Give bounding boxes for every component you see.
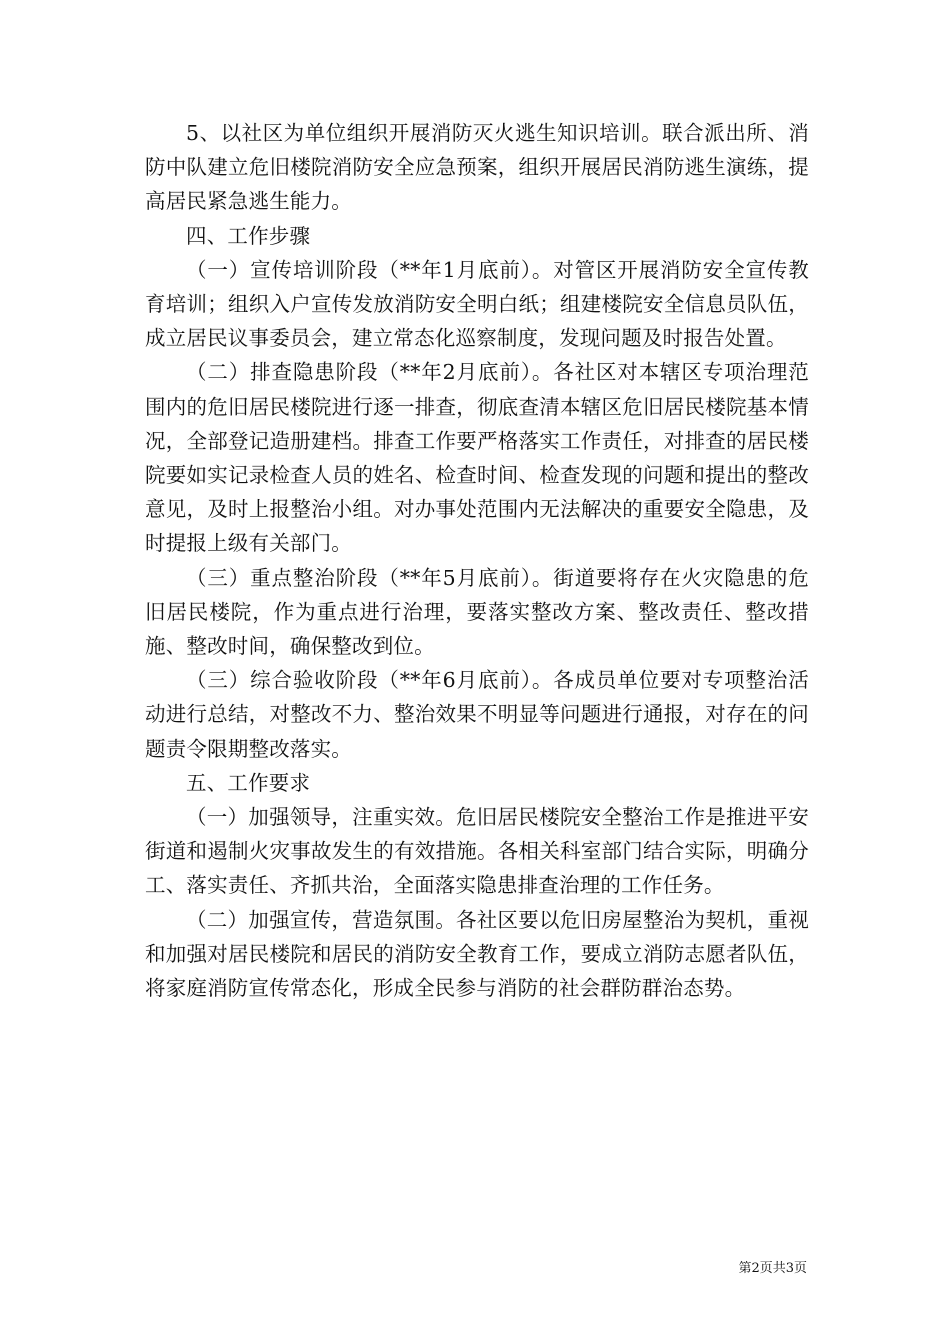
page-number: 第2页共3页: [738, 1261, 807, 1276]
paragraph-step-1: （一）宣传培训阶段（**年1月底前）。对管区开展消防安全宣传教育培训；组织入户宣传发放消防安全明白纸；组建楼院安全信息员队伍，成立居民议事委员会，建立常态化巡察制度，发现问题及时报告处置。: [145, 257, 809, 351]
section-heading-work-steps: 四、工作步骤: [186, 223, 311, 248]
paragraph-requirement-2: （二）加强宣传，营造氛围。各社区要以危旧房屋整治为契机，重视和加强对居民楼院和居民的消防安全教育工作，要成立消防志愿者队伍，将家庭消防宣传常态化，形成全民参与消防的社会群防群治态势。: [145, 907, 809, 1001]
paragraph-step-3: （三）重点整治阶段（**年5月底前）。街道要将存在火灾隐患的危旧居民楼院，作为重点进行治理，要落实整改方案、整改责任、整改措施、整改时间，确保整改到位。: [145, 565, 809, 659]
paragraph-step-2: （二）排查隐患阶段（**年2月底前）。各社区对本辖区专项治理范围内的危旧居民楼院进行逐一排查，彻底查清本辖区危旧居民楼院基本情况，全部登记造册建档。排查工作要严格落实工作责任，对排查的居民楼院要如实记录检查人员的姓名、检查时间、检查发现的问题和提出的整改意见，及时上报整治小组。对办事处范围内无法解决的重要安全隐患，及时提报上级有关部门。: [145, 360, 809, 556]
document-body: [145, 116, 809, 1005]
paragraph-item-5: 5、以社区为单位组织开展消防灭火逃生知识培训。联合派出所、消防中队建立危旧楼院消防安全应急预案，组织开展居民消防逃生演练，提高居民紧急逃生能力。: [145, 121, 809, 214]
paragraph-step-4: （三）综合验收阶段（**年6月底前）。各成员单位要对专项整治活动进行总结，对整改不力、整治效果不明显等问题进行通报，对存在的问题责令限期整改落实。: [145, 668, 809, 761]
section-heading-work-requirements: 五、工作要求: [186, 770, 311, 795]
paragraph-requirement-1: （一）加强领导，注重实效。危旧居民楼院安全整治工作是推进平安街道和遏制火灾事故发生的有效措施。各相关科室部门结合实际，明确分工、落实责任、齐抓共治，全面落实隐患排查治理的工作任务。: [145, 805, 809, 898]
